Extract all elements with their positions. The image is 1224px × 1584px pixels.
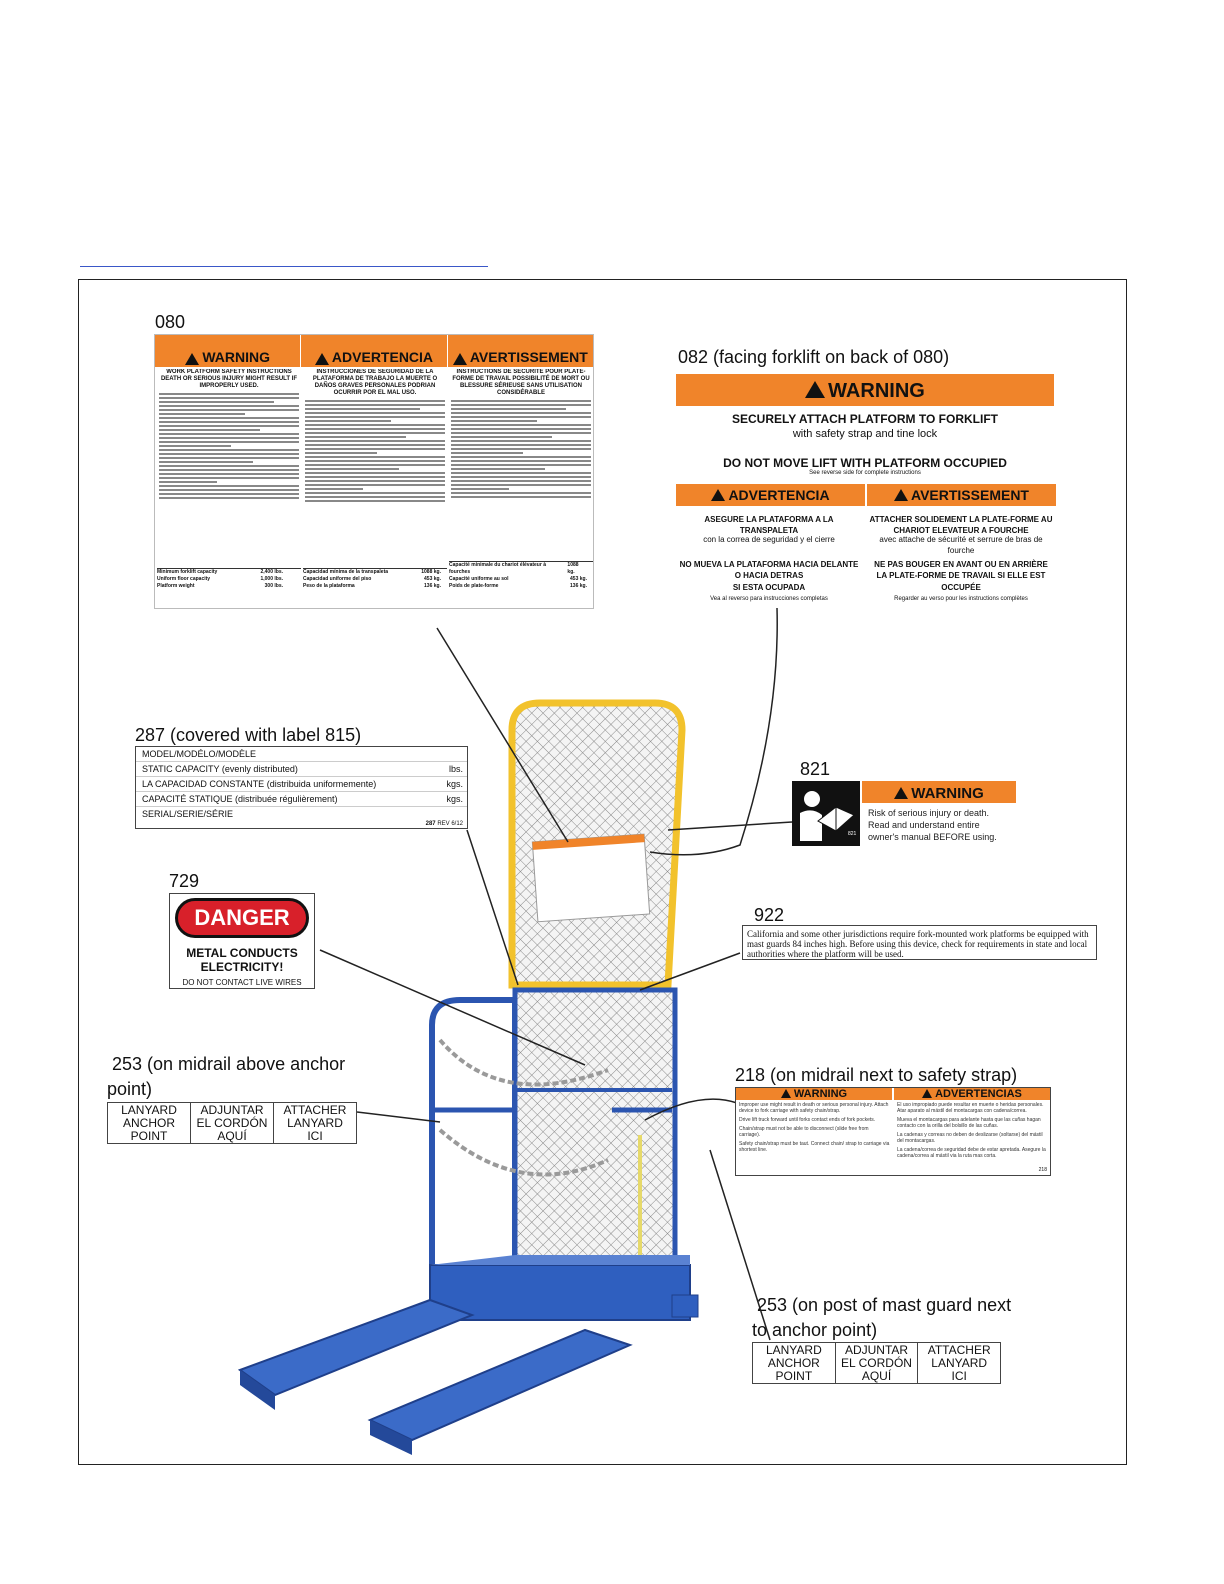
caption-729: 729 — [169, 871, 200, 891]
right-fork — [370, 1330, 630, 1440]
warning-triangle-icon — [453, 353, 467, 365]
back-mesh — [515, 990, 675, 1265]
label-218-advertencias-bar: ADVERTENCIAS — [894, 1088, 1050, 1100]
caption-218: 218 (on midrail next to safety strap) — [735, 1065, 1018, 1085]
warning-triangle-icon — [894, 489, 908, 501]
label-287 — [135, 746, 468, 829]
lanyard-cell-fr: ATTACHER LANYARD ICI — [927, 1343, 991, 1383]
caption-287: 287 (covered with label 815) — [135, 725, 362, 745]
warning-triangle-icon — [922, 1089, 932, 1098]
warning-triangle-icon — [185, 353, 199, 365]
label-082-fr5: Regarder au verso pour les instructions complètes — [894, 596, 1028, 602]
label-082-es4: SI ESTA OCUPADA — [732, 583, 806, 592]
label-218-warning-bar: WARNING — [736, 1088, 892, 1100]
label-082-es2: con la correa de seguridad y el cierre — [703, 535, 835, 544]
label-922: California and some other jurisdictions require fork-mounted work platforms be equipped with mast guards 84 inches high. Before using this device, check for requirements in state and local authorities where the platform will be used. — [742, 925, 1097, 960]
label-082-fr2: avec attache de sécurité et serrure de bras de fourche — [879, 535, 1043, 555]
left-fork — [240, 1300, 472, 1395]
caption-082: 082 (facing forklift on back of 080) — [678, 347, 950, 367]
danger-header: DANGER — [175, 898, 309, 938]
label-082-line1: SECURELY ATTACH PLATFORM TO FORKLIFT — [732, 412, 998, 426]
label-287-row: SERIAL/SERIE/SÉRIE — [142, 809, 234, 819]
label-821-warning-bar: WARNING — [862, 781, 1016, 803]
label-729-text: METAL CONDUCTS ELECTRICITY! — [186, 946, 298, 974]
caption-821: 821 — [800, 759, 831, 779]
label-080-footer-es: Capacidad mínima de la transpaleta 1088 kg. Capacidad uniforme del piso 453 kg. Peso de la plataforma 136 kg. — [303, 568, 447, 590]
label-080-col-fr: INSTRUCTIONS DE SÉCURITÉ POUR PLATE-FORME DE TRAVAIL POSSIBILITÉ DE MORT OU BLESSURE SÉRIEUSE SANS UTILISATION CONSIDÉRABLE — [449, 369, 593, 607]
caption-253-post-line2: to anchor point) — [752, 1320, 878, 1340]
label-080-footer-en: Minimum forklift capacity 2,400 lbs. Uniform floor capacity 1,000 lbs. Platform weight 300 lbs. — [157, 568, 301, 590]
caption-922: 922 — [754, 905, 785, 925]
caption-253-midrail-line2: point) — [107, 1079, 153, 1099]
label-080-warning: WARNING — [155, 335, 301, 367]
lanyard-cell-en: LANYARD ANCHOR POINT — [108, 1103, 191, 1143]
label-218-col-es: El uso impropiado puede resultar en muerte o heridas personales. Atar aparato al mástil del montacargas con cadena/correa. Mueva el montacargas para adelante hasta que las cuñas hagan contacto con la orilla del bolsillo de las cuñas. La cadenas y correas no deben de deslizarse (soltarse) del mástil del montacargas. La cadena/correa de seguridad debe de estar apretada. Asegure la cadena/correa al mástil via la ruta mas corta. — [897, 1102, 1046, 1159]
label-287-row: MODEL/MODÉLO/MODÈLE — [136, 747, 467, 762]
label-082-advertencia-bar: ADVERTENCIA — [676, 484, 865, 506]
lanyard-cell-es: ADJUNTAR EL CORDÓN AQUÍ — [191, 1103, 274, 1143]
label-287-row: LA CAPACIDAD CONSTANTE (distribuida uniformemente) kgs. — [136, 777, 467, 792]
read-manual-icon: 821 — [792, 781, 860, 846]
label-218-col-en: Improper use might result in death or serious personal injury. Attach device to fork carriage with safety chain/strap. Drive lift truck forward until forks contact ends of fork pockets. Chain/strap must not be able to disconnect (slide free from carriage). Safety chain/strap must be taut. Connect chain/ strap to carriage via shortest line. — [739, 1102, 890, 1153]
label-082-avertissement-bar: AVERTISSEMENT — [867, 484, 1056, 506]
label-082-line2: with safety strap and tine lock — [792, 428, 938, 440]
warning-triangle-icon — [711, 489, 725, 501]
label-082-warning-bar: WARNING — [676, 374, 1054, 406]
label-082-es3: NO MUEVA LA PLATAFORMA HACIA DELANTE O HACIA DETRAS — [679, 560, 859, 580]
label-080-footer-fr: Capacité minimale du chariot élévateur à fourches 1088 kg. Capacité uniforme au sol 453 kg. Poids de plate-forme 136 kg. — [449, 561, 593, 590]
caption-253-post-line1: 253 (on post of mast guard next — [757, 1295, 1012, 1315]
label-821-text: Risk of serious injury or death. Read and understand entire owner's manual BEFORE using. — [868, 808, 997, 842]
label-082-fr4: OCCUPÉE — [941, 583, 981, 592]
label-082-line4: See reverse side for complete instructions — [809, 470, 921, 476]
lanyard-cell-fr: ATTACHER LANYARD ICI — [283, 1103, 347, 1143]
platform-base — [430, 1265, 690, 1320]
lanyard-cell-en: LANYARD ANCHOR POINT — [753, 1343, 836, 1383]
label-080 — [154, 334, 594, 609]
label-080-col-en: WORK PLATFORM SAFETY INSTRUCTIONS DEATH OR SERIOUS INJURY MIGHT RESULT IF IMPROPERLY USED. — [157, 369, 301, 607]
caption-080: 080 — [155, 312, 186, 332]
label-821 — [792, 781, 1016, 846]
label-218-code: 218 — [1038, 1167, 1047, 1173]
label-253-post — [752, 1342, 1001, 1384]
label-082-line3: DO NOT MOVE LIFT WITH PLATFORM OCCUPIED — [723, 456, 1007, 470]
label-082 — [676, 374, 1054, 606]
label-218 — [735, 1087, 1051, 1176]
label-082-es5: Vea al reverso para instrucciones completas — [710, 596, 828, 602]
lanyard-cell-es: ADJUNTAR EL CORDÓN AQUÍ — [836, 1343, 919, 1383]
label-287-code: 287 REV 6/12 — [425, 821, 463, 827]
label-082-fr3: NE PAS BOUGER EN AVANT OU EN ARRIÈRE LA PLATE-FORME DE TRAVAIL SI ELLE EST — [874, 560, 1048, 580]
label-080-col-es: INSTRUCCIONES DE SEGURIDAD DE LA PLATAFORMA DE TRABAJO LA MUERTE O DAÑOS GRAVES PERSONALES PODRIAN OCURRIR POR EL MAL USO. — [303, 369, 447, 607]
label-729-subtext: DO NOT CONTACT LIVE WIRES — [182, 978, 302, 987]
warning-triangle-icon — [781, 1089, 791, 1098]
label-082-es1: ASEGURE LA PLATAFORMA A LA TRANSPALETA — [704, 515, 834, 535]
warning-triangle-icon — [805, 381, 825, 398]
label-080-advertencia: ADVERTENCIA — [301, 335, 447, 367]
label-080-avertissement: AVERTISSEMENT — [448, 335, 593, 367]
label-082-fr1: ATTACHER SOLIDEMENT LA PLATE-FORME AU CHARIOT ELEVATEUR A FOURCHE — [869, 515, 1053, 535]
warning-triangle-icon — [315, 353, 329, 365]
label-253-midrail — [107, 1102, 357, 1144]
label-287-row: CAPACITÉ STATIQUE (distribuée régulièrement) kgs. — [136, 792, 467, 807]
label-287-row: STATIC CAPACITY (evenly distributed) lbs. — [136, 762, 467, 777]
label-729 — [169, 893, 315, 989]
warning-triangle-icon — [894, 787, 908, 799]
caption-253-midrail-line1: 253 (on midrail above anchor — [112, 1054, 346, 1074]
label-080-header — [155, 335, 593, 367]
